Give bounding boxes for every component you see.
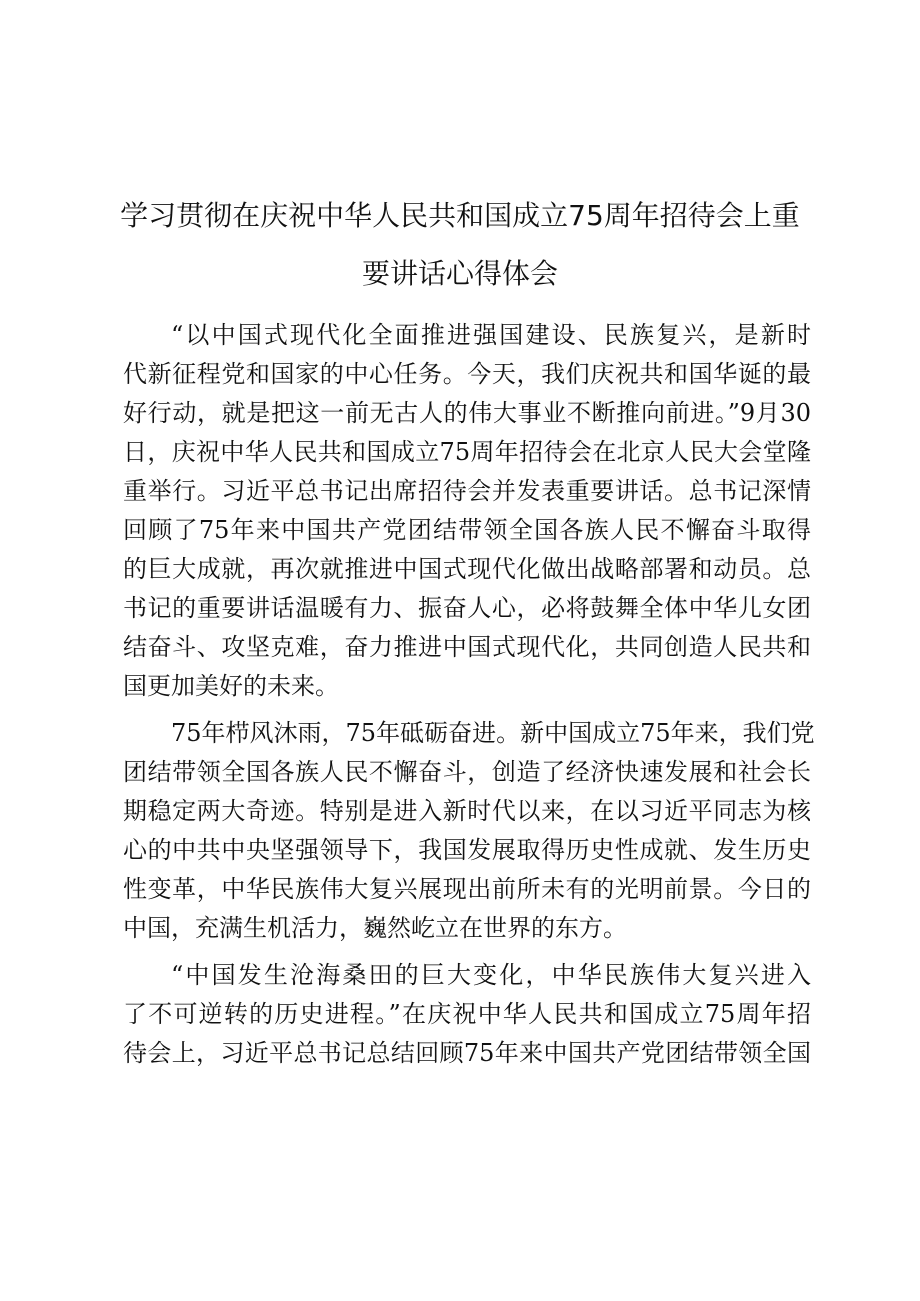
text-line: 期稳定两大奇迹。特别是进入新时代以来，在以习近平同志为核 xyxy=(123,797,811,825)
paragraph-spacer xyxy=(123,948,811,956)
paragraph-2 xyxy=(123,714,815,948)
text-line: 日，庆祝中华人民共和国成立75周年招待会在北京人民大会堂隆 xyxy=(123,438,811,466)
text-line: 书记的重要讲话温暖有力、振奋人心，必将鼓舞全体中华儿女团 xyxy=(123,594,811,622)
text-line: 重举行。习近平总书记出席招待会并发表重要讲话。总书记深情 xyxy=(123,477,811,505)
document-body xyxy=(123,316,815,1073)
text-line: 了不可逆转的历史进程。”在庆祝中华人民共和国成立75周年招 xyxy=(123,1000,811,1028)
paragraph-1 xyxy=(123,316,811,706)
paragraph-3 xyxy=(123,956,811,1073)
text-line: 中国，充满生机活力，巍然屹立在世界的东方。 xyxy=(123,914,627,942)
document-title xyxy=(80,187,840,303)
text-line: 的巨大成就，再次就推进中国式现代化做出战略部署和动员。总 xyxy=(123,555,811,583)
text-line: 性变革，中华民族伟大复兴展现出前所未有的光明前景。今日的 xyxy=(123,875,811,903)
text-line: 结奋斗、攻坚克难，奋力推进中国式现代化，共同创造人民共和 xyxy=(123,633,811,661)
text-line: 75年栉风沐雨，75年砥砺奋进。新中国成立75年来，我们党 xyxy=(171,719,815,747)
text-line: 代新征程党和国家的中心任务。今天，我们庆祝共和国华诞的最 xyxy=(123,360,811,388)
text-line: “以中国式现代化全面推进强国建设、民族复兴，是新时 xyxy=(171,321,811,349)
text-line: 回顾了75年来中国共产党团结带领全国各族人民不懈奋斗取得 xyxy=(123,516,811,544)
text-line: 好行动，就是把这一前无古人的伟大事业不断推向前进。”9月30 xyxy=(123,399,811,427)
text-line: 团结带领全国各族人民不懈奋斗，创造了经济快速发展和社会长 xyxy=(123,758,811,786)
title-line-1: 学习贯彻在庆祝中华人民共和国成立75周年招待会上重 xyxy=(120,198,800,232)
text-line: 国更加美好的未来。 xyxy=(123,672,339,700)
text-line: 心的中共中央坚强领导下，我国发展取得历史性成就、发生历史 xyxy=(123,836,811,864)
text-line: 待会上，习近平总书记总结回顾75年来中国共产党团结带领全国 xyxy=(123,1039,811,1067)
title-line-2: 要讲话心得体会 xyxy=(361,256,558,290)
paragraph-spacer xyxy=(123,706,811,714)
text-line: “中国发生沧海桑田的巨大变化，中华民族伟大复兴进入 xyxy=(171,961,811,989)
